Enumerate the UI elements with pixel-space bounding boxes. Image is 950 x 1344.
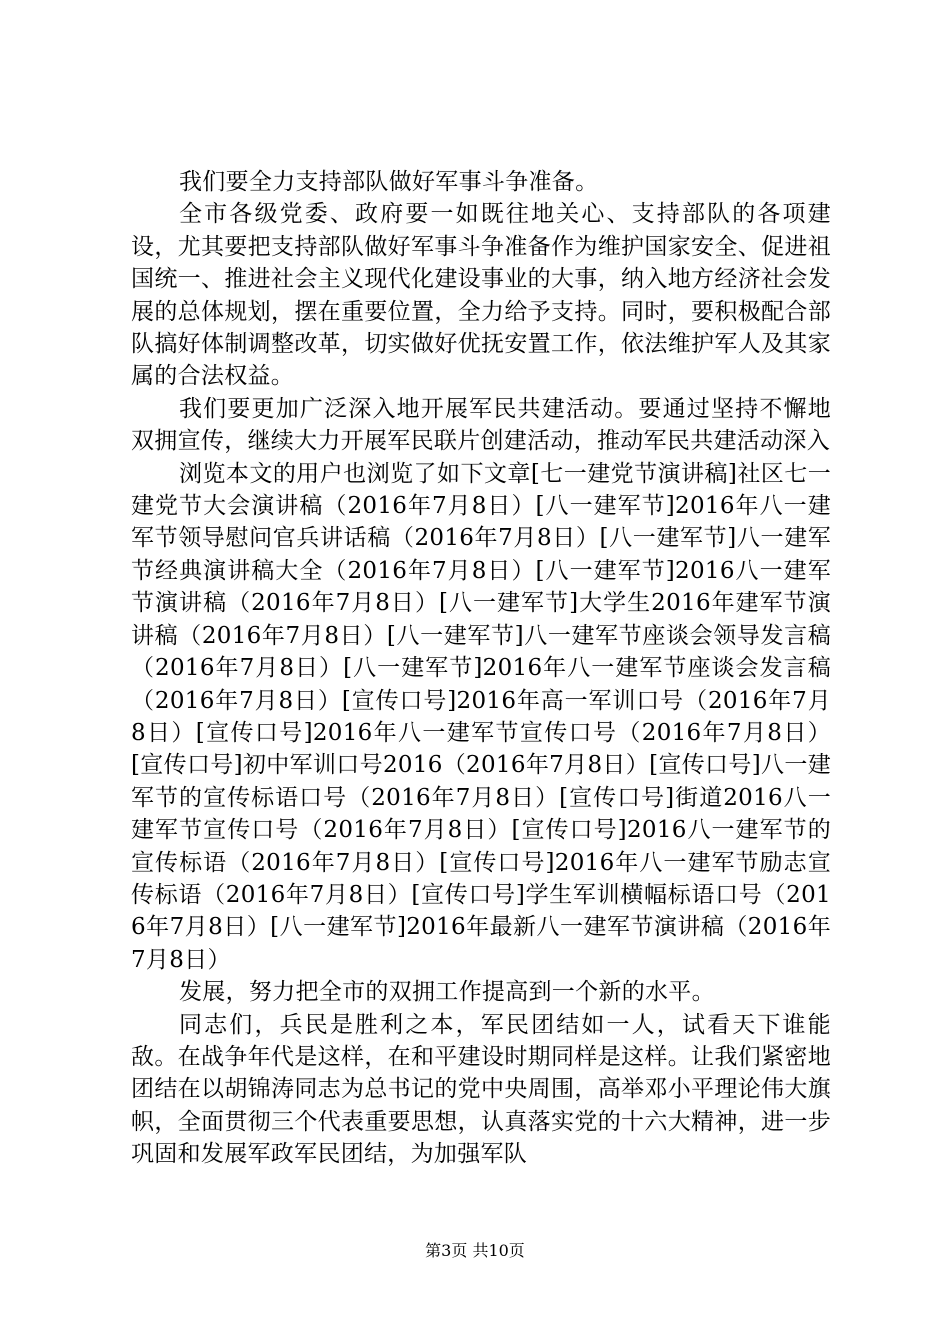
paragraph-military-preparation: 我们要全力支持部队做好军事斗争准备。 bbox=[179, 169, 599, 195]
document-body bbox=[131, 166, 831, 1171]
paragraph-related-articles: 浏览本文的用户也浏览了如下文章[七一建党节演讲稿]社区七一建党节大会演讲稿（2016年7月8日）[八一建军节]2016年八一建军节领导慰问官兵讲话稿（2016年7月8日）[八一建军节]八一建军节经典演讲稿大全（2016年7月8日）[八一建军节]2016八一建军节演讲稿（2016年7月8日）[八一建军节]大学生2016年建军节演讲稿（2016年7月8日）[八一建军节]八一建军节座谈会领导发言稿（2016年7月8日）[八一建军节]2016年八一建军节座谈会发言稿（2016年7月8日）[宣传口号]2016年高一军训口号（2016年7月8日）[宣传口号]2016年八一建军节宣传口号（2016年7月8日）[宣传口号]初中军训口号2016（2016年7月8日）[宣传口号]八一建军节的宣传标语口号（2016年7月8日）[宣传口号]街道2016八一建军节宣传口号（2016年7月8日）[宣传口号]2016八一建军节的宣传标语（2016年7月8日）[宣传口号]2016年八一建军节励志宣传标语（2016年7月8日）[宣传口号]学生军训横幅标语口号（2016年7月8日）[八一建军节]2016年最新八一建军节演讲稿（2016年7月8日） bbox=[131, 460, 831, 973]
paragraph-development: 发展，努力把全市的双拥工作提高到一个新的水平。 bbox=[179, 979, 715, 1006]
paragraph-comrades: 同志们，兵民是胜利之本，军民团结如一人，试看天下谁能敌。在战争年代是这样，在和平建设时期同样是这样。让我们紧密地团结在以胡锦涛同志为总书记的党中央周围，高举邓小平理论伟大旗帜，全面贯彻三个代表重要思想，认真落实党的十六大精神，进一步巩固和发展军政军民团结，为加强军队 bbox=[131, 1011, 831, 1168]
paragraph-support-construction: 全市各级党委、政府要一如既往地关心、支持部队的各项建设，尤其要把支持部队做好军事斗争准备作为维护国家安全、促进祖国统一、推进社会主义现代化建设事业的大事，纳入地方经济社会发展的总体规划，摆在重要位置，全力给予支持。同时，要积极配合部队搞好体制调整改革，切实做好优抚安置工作，依法维护军人及其家属的合法权益。 bbox=[131, 201, 831, 390]
paragraph-joint-construction: 我们要更加广泛深入地开展军民共建活动。要通过坚持不懈地双拥宣传，继续大力开展军民联片创建活动，推动军民共建活动深入 bbox=[131, 395, 831, 455]
page-number-footer: 第3页 共10页 bbox=[425, 1241, 525, 1260]
